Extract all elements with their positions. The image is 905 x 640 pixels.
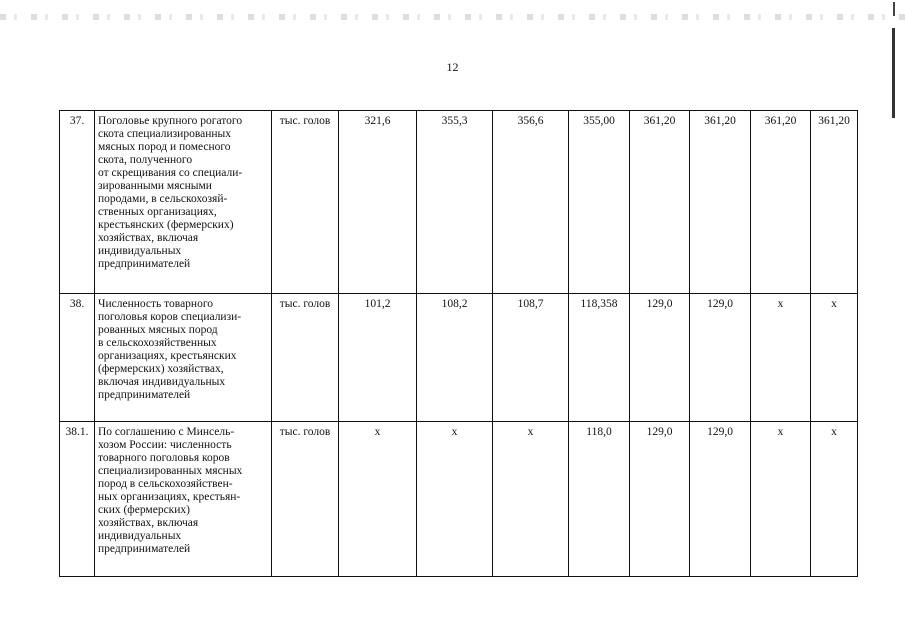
row-value: 355,00 [569,111,630,294]
row-value: 129,0 [690,422,751,577]
row-value: 361,20 [630,111,690,294]
row-value: 118,358 [569,294,630,422]
row-value: х [751,422,811,577]
row-value: 129,0 [690,294,751,422]
row-value: 361,20 [751,111,811,294]
row-number: 38. [60,294,95,422]
data-table [59,110,858,577]
row-value: х [751,294,811,422]
table-row [60,111,858,294]
row-value: х [811,422,858,577]
row-value: 361,20 [811,111,858,294]
row-number: 38.1. [60,422,95,577]
page-number: 12 [446,60,459,74]
row-value: 108,2 [417,294,493,422]
row-value: 355,3 [417,111,493,294]
row-description: Численность товарного поголовья коров специализи- рованных мясных пород в сельскохозяйственных организациях, крестьянских (фермерских) хозяйствах, включая индивидуальных предпринимателей [95,294,272,422]
row-value: 129,0 [630,422,690,577]
table-row [60,422,858,577]
row-unit: тыс. голов [272,294,339,422]
row-value: х [811,294,858,422]
row-value: 321,6 [339,111,417,294]
row-value: 356,6 [493,111,569,294]
row-value: х [339,422,417,577]
row-value: 101,2 [339,294,417,422]
row-number: 37. [60,111,95,294]
table-row [60,294,858,422]
row-value: 108,7 [493,294,569,422]
row-value: х [493,422,569,577]
row-value: 118,0 [569,422,630,577]
row-description: По соглашению с Минсель- хозом России: численность товарного поголовья коров специализированных мясных пород в сельскохозяйствен- ных организациях, крестьян- ских (фермерских) хозяйствах, включая индивидуальных предпринимателей [95,422,272,577]
row-unit: тыс. голов [272,111,339,294]
row-unit: тыс. голов [272,422,339,577]
row-description: Поголовье крупного рогатого скота специализированных мясных пород и помесного скота, полученного от скрещивания со специали- зированными мясными породами, в сельскохозяй- ственных организациях, крестьянских (фермерских) хозяйствах, включая индивидуальных предпринимателей [95,111,272,294]
scan-artifact-right-top [893,2,895,16]
row-value: 129,0 [630,294,690,422]
row-value: х [417,422,493,577]
scan-artifact-top [0,14,905,20]
row-value: 361,20 [690,111,751,294]
